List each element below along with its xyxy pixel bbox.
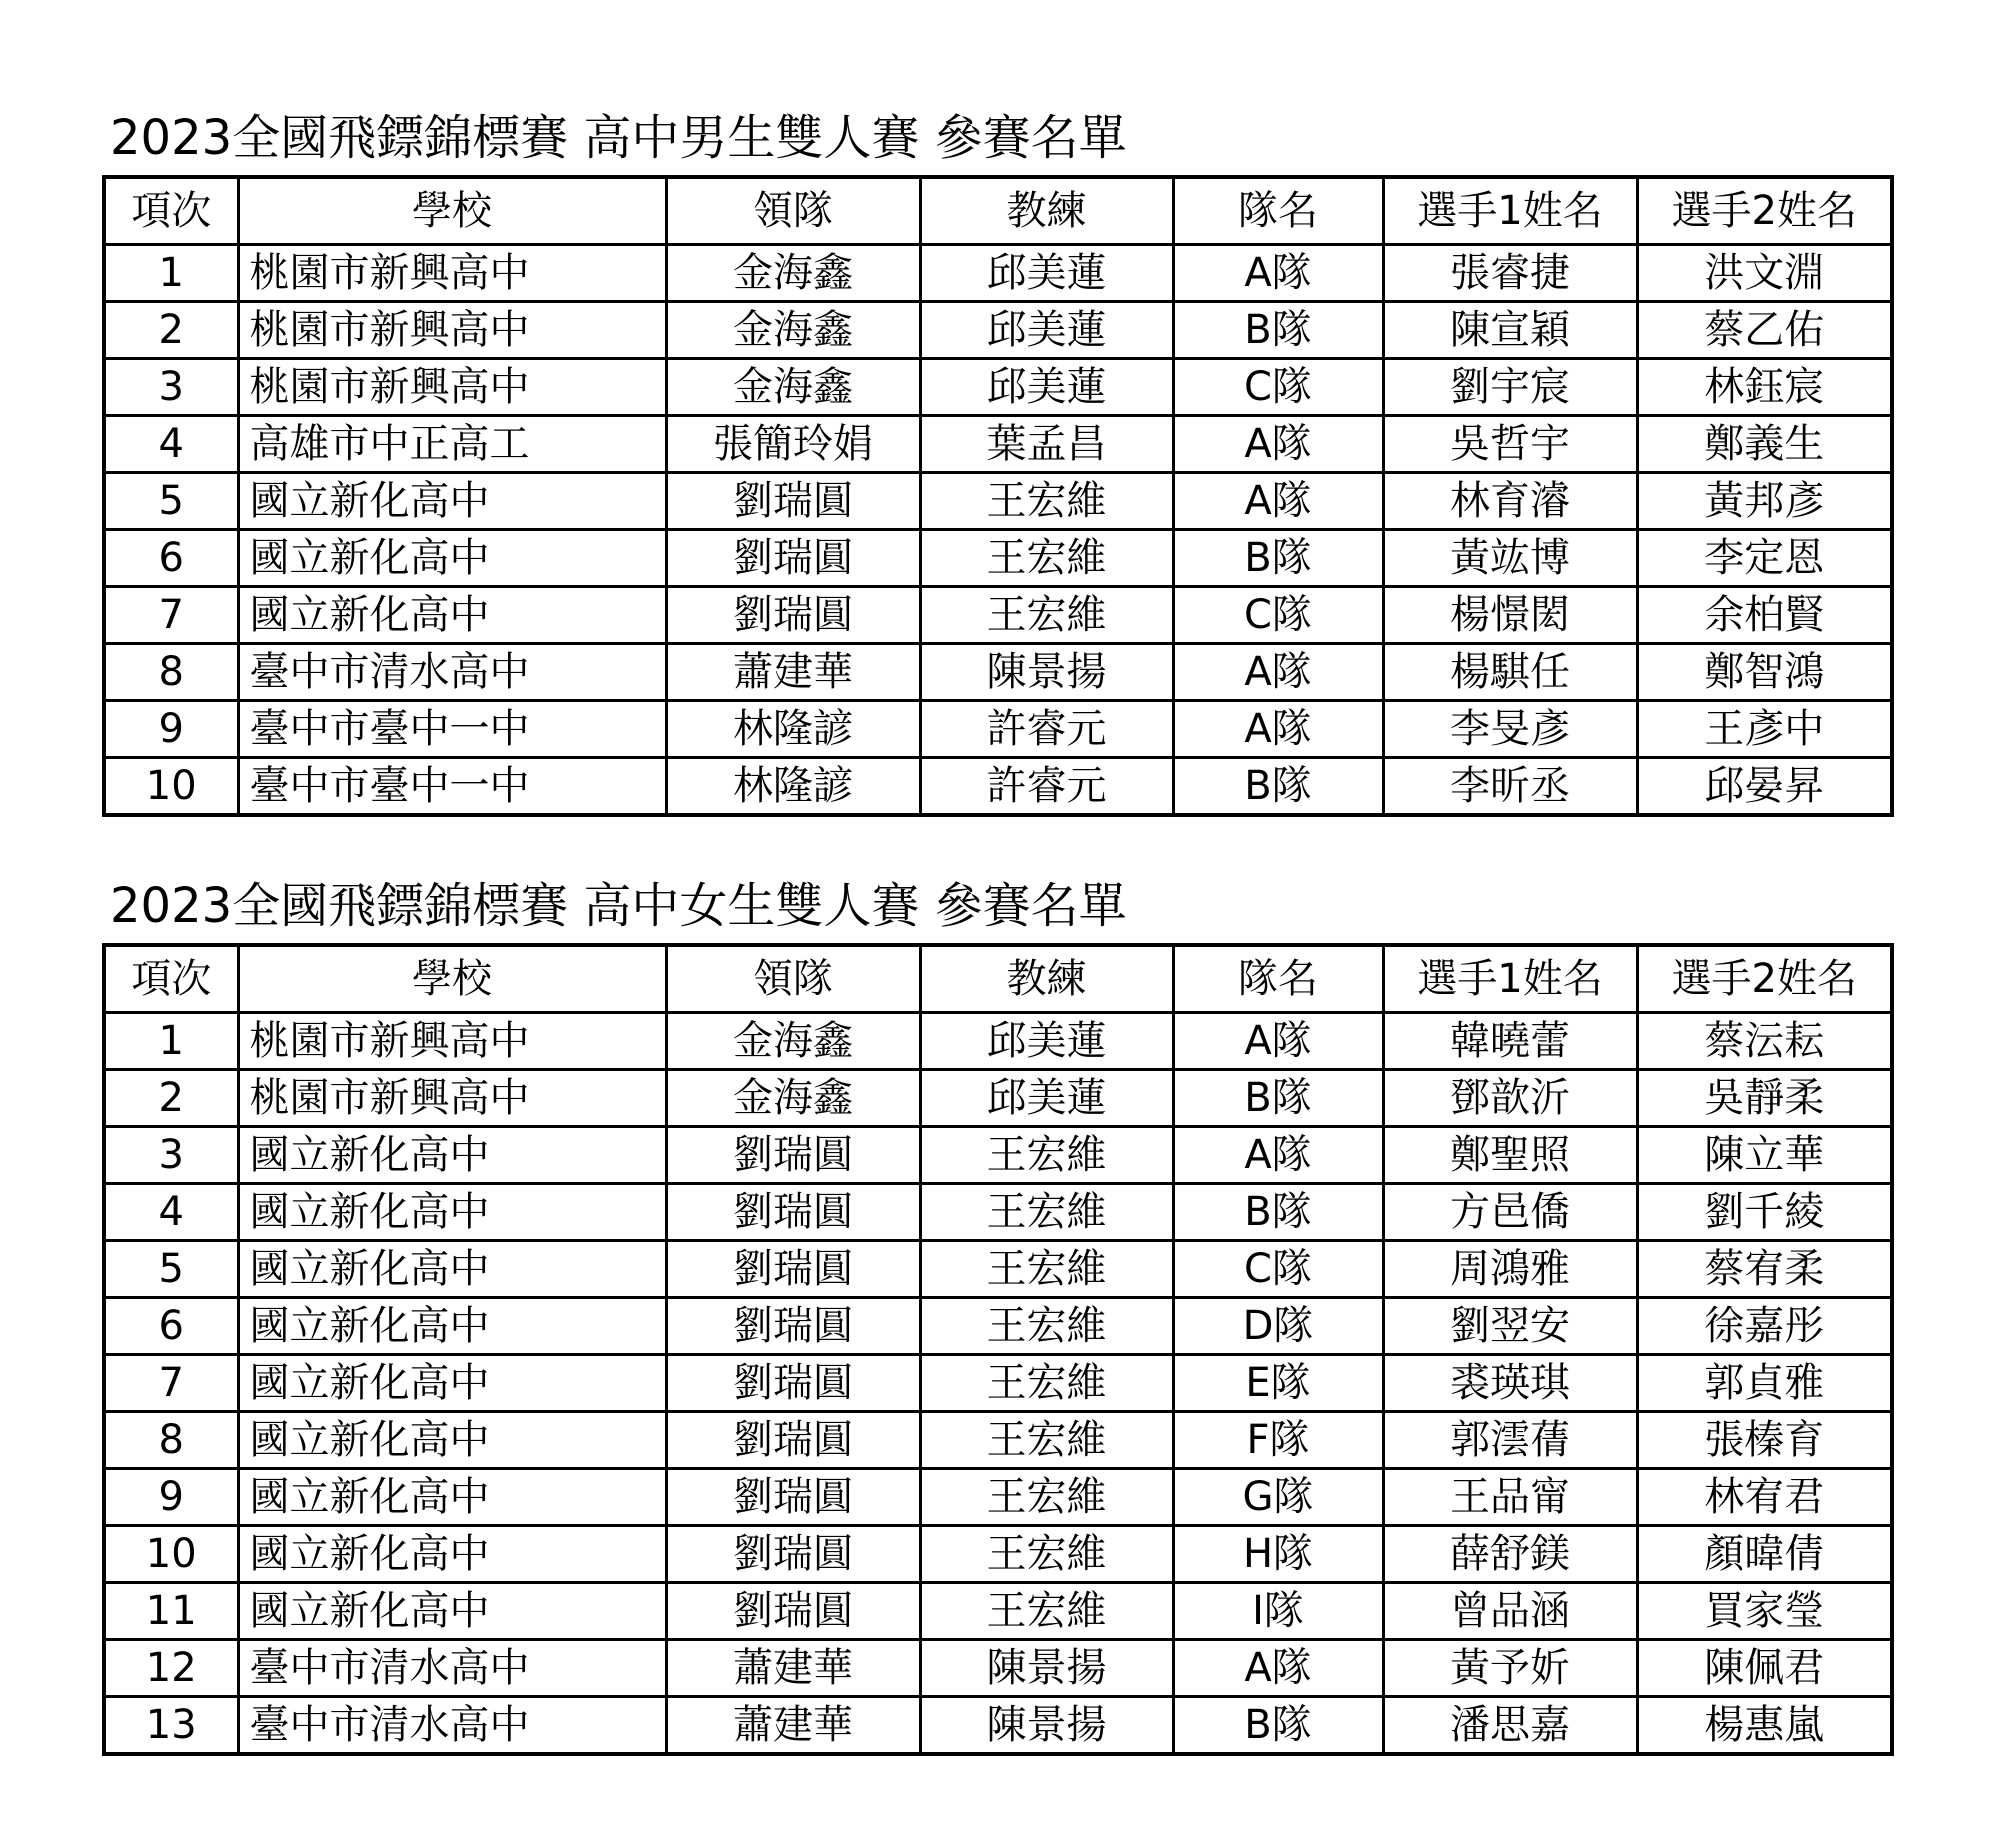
cell-index: 7 (104, 1355, 238, 1412)
cell-index: 1 (104, 1013, 238, 1070)
cell-player1: 劉宇宸 (1383, 359, 1637, 416)
cell-leader: 金海鑫 (666, 245, 920, 302)
cell-player2: 林宥君 (1637, 1469, 1892, 1526)
cell-team: A隊 (1173, 416, 1383, 473)
header-leader: 領隊 (666, 177, 920, 245)
cell-leader: 劉瑞圓 (666, 1526, 920, 1583)
table-row (104, 1184, 1892, 1241)
table-row (104, 1355, 1892, 1412)
cell-team: A隊 (1173, 1640, 1383, 1697)
girls-doubles-roster-table (102, 943, 1894, 1756)
cell-team: C隊 (1173, 1241, 1383, 1298)
cell-player1: 周鴻雅 (1383, 1241, 1637, 1298)
cell-player1: 李昕丞 (1383, 758, 1637, 816)
cell-team: A隊 (1173, 473, 1383, 530)
cell-school: 國立新化高中 (238, 1241, 666, 1298)
cell-team: F隊 (1173, 1412, 1383, 1469)
cell-player1: 潘思嘉 (1383, 1697, 1637, 1755)
cell-index: 8 (104, 644, 238, 701)
table-row (104, 644, 1892, 701)
table-row (104, 359, 1892, 416)
cell-index: 10 (104, 1526, 238, 1583)
cell-school: 高雄市中正高工 (238, 416, 666, 473)
cell-school: 國立新化高中 (238, 530, 666, 587)
cell-team: A隊 (1173, 1127, 1383, 1184)
girls-doubles-title: 2023全國飛鏢錦標賽 高中女生雙人賽 參賽名單 (110, 878, 1127, 934)
cell-player1: 韓曉蕾 (1383, 1013, 1637, 1070)
cell-team: B隊 (1173, 530, 1383, 587)
cell-index: 1 (104, 245, 238, 302)
cell-player2: 吳靜柔 (1637, 1070, 1892, 1127)
boys-doubles-title: 2023全國飛鏢錦標賽 高中男生雙人賽 參賽名單 (110, 110, 1127, 166)
cell-player2: 李定恩 (1637, 530, 1892, 587)
cell-player1: 鄭聖照 (1383, 1127, 1637, 1184)
header-coach: 教練 (920, 177, 1173, 245)
table-row (104, 587, 1892, 644)
cell-player1: 鄧歆沂 (1383, 1070, 1637, 1127)
cell-index: 4 (104, 416, 238, 473)
table-row (104, 1583, 1892, 1640)
cell-school: 桃園市新興高中 (238, 359, 666, 416)
cell-index: 3 (104, 1127, 238, 1184)
cell-player1: 郭澐蒨 (1383, 1412, 1637, 1469)
cell-team: I隊 (1173, 1583, 1383, 1640)
cell-player2: 蔡沄耘 (1637, 1013, 1892, 1070)
cell-coach: 陳景揚 (920, 644, 1173, 701)
cell-school: 國立新化高中 (238, 587, 666, 644)
cell-player1: 王品甯 (1383, 1469, 1637, 1526)
cell-player1: 曾品涵 (1383, 1583, 1637, 1640)
table-row (104, 1241, 1892, 1298)
cell-index: 11 (104, 1583, 238, 1640)
cell-school: 國立新化高中 (238, 1298, 666, 1355)
cell-player1: 方邑僑 (1383, 1184, 1637, 1241)
cell-team: C隊 (1173, 587, 1383, 644)
cell-coach: 許睿元 (920, 758, 1173, 816)
cell-player1: 林育濬 (1383, 473, 1637, 530)
cell-team: A隊 (1173, 644, 1383, 701)
cell-coach: 王宏維 (920, 1412, 1173, 1469)
cell-team: D隊 (1173, 1298, 1383, 1355)
cell-team: B隊 (1173, 1697, 1383, 1755)
cell-coach: 陳景揚 (920, 1697, 1173, 1755)
cell-leader: 劉瑞圓 (666, 1127, 920, 1184)
cell-player1: 李旻彥 (1383, 701, 1637, 758)
header-team: 隊名 (1173, 177, 1383, 245)
cell-leader: 劉瑞圓 (666, 1583, 920, 1640)
cell-player2: 徐嘉彤 (1637, 1298, 1892, 1355)
table-row (104, 245, 1892, 302)
table-row (104, 1526, 1892, 1583)
cell-player1: 陳宣穎 (1383, 302, 1637, 359)
cell-school: 臺中市臺中一中 (238, 758, 666, 816)
table-row (104, 1127, 1892, 1184)
table-row (104, 701, 1892, 758)
cell-leader: 林隆諺 (666, 758, 920, 816)
cell-coach: 葉孟昌 (920, 416, 1173, 473)
header-index: 項次 (104, 945, 238, 1013)
cell-coach: 王宏維 (920, 473, 1173, 530)
cell-leader: 劉瑞圓 (666, 473, 920, 530)
cell-coach: 邱美蓮 (920, 302, 1173, 359)
cell-player1: 張睿捷 (1383, 245, 1637, 302)
cell-coach: 邱美蓮 (920, 1013, 1173, 1070)
cell-coach: 王宏維 (920, 1241, 1173, 1298)
cell-index: 5 (104, 473, 238, 530)
cell-coach: 許睿元 (920, 701, 1173, 758)
cell-team: A隊 (1173, 701, 1383, 758)
table-row (104, 1070, 1892, 1127)
cell-school: 國立新化高中 (238, 473, 666, 530)
cell-player1: 薛舒鎂 (1383, 1526, 1637, 1583)
table-row (104, 1298, 1892, 1355)
cell-index: 9 (104, 701, 238, 758)
cell-leader: 劉瑞圓 (666, 587, 920, 644)
cell-player2: 余柏賢 (1637, 587, 1892, 644)
header-player2: 選手2姓名 (1637, 945, 1892, 1013)
cell-index: 2 (104, 302, 238, 359)
cell-leader: 劉瑞圓 (666, 1355, 920, 1412)
cell-team: B隊 (1173, 302, 1383, 359)
cell-school: 國立新化高中 (238, 1526, 666, 1583)
cell-school: 臺中市清水高中 (238, 1640, 666, 1697)
cell-coach: 王宏維 (920, 1127, 1173, 1184)
cell-school: 國立新化高中 (238, 1583, 666, 1640)
cell-leader: 金海鑫 (666, 1013, 920, 1070)
cell-leader: 金海鑫 (666, 302, 920, 359)
cell-coach: 陳景揚 (920, 1640, 1173, 1697)
cell-leader: 劉瑞圓 (666, 530, 920, 587)
cell-coach: 王宏維 (920, 587, 1173, 644)
cell-player1: 黃竑博 (1383, 530, 1637, 587)
cell-coach: 邱美蓮 (920, 359, 1173, 416)
cell-team: B隊 (1173, 1184, 1383, 1241)
cell-index: 8 (104, 1412, 238, 1469)
cell-player2: 張榛育 (1637, 1412, 1892, 1469)
table-row (104, 1640, 1892, 1697)
header-coach: 教練 (920, 945, 1173, 1013)
cell-player1: 吳哲宇 (1383, 416, 1637, 473)
cell-coach: 邱美蓮 (920, 1070, 1173, 1127)
cell-leader: 蕭建華 (666, 1640, 920, 1697)
cell-player1: 楊騏任 (1383, 644, 1637, 701)
cell-team: H隊 (1173, 1526, 1383, 1583)
cell-player1: 裘瑛琪 (1383, 1355, 1637, 1412)
cell-index: 10 (104, 758, 238, 816)
cell-player2: 鄭智鴻 (1637, 644, 1892, 701)
cell-team: A隊 (1173, 245, 1383, 302)
cell-school: 桃園市新興高中 (238, 302, 666, 359)
cell-team: C隊 (1173, 359, 1383, 416)
cell-index: 6 (104, 530, 238, 587)
cell-team: A隊 (1173, 1013, 1383, 1070)
cell-player2: 黃邦彥 (1637, 473, 1892, 530)
cell-player1: 黃予妡 (1383, 1640, 1637, 1697)
cell-player2: 顏暐倩 (1637, 1526, 1892, 1583)
cell-school: 國立新化高中 (238, 1412, 666, 1469)
cell-coach: 王宏維 (920, 1184, 1173, 1241)
cell-index: 3 (104, 359, 238, 416)
table-row (104, 302, 1892, 359)
cell-player2: 王彥中 (1637, 701, 1892, 758)
cell-player2: 陳佩君 (1637, 1640, 1892, 1697)
cell-school: 桃園市新興高中 (238, 1070, 666, 1127)
cell-team: B隊 (1173, 758, 1383, 816)
header-index: 項次 (104, 177, 238, 245)
cell-team: G隊 (1173, 1469, 1383, 1526)
header-school: 學校 (238, 177, 666, 245)
cell-leader: 林隆諺 (666, 701, 920, 758)
cell-player2: 洪文淵 (1637, 245, 1892, 302)
cell-leader: 劉瑞圓 (666, 1469, 920, 1526)
header-leader: 領隊 (666, 945, 920, 1013)
cell-school: 桃園市新興高中 (238, 245, 666, 302)
cell-coach: 王宏維 (920, 1355, 1173, 1412)
cell-index: 4 (104, 1184, 238, 1241)
cell-leader: 劉瑞圓 (666, 1184, 920, 1241)
cell-school: 國立新化高中 (238, 1355, 666, 1412)
cell-coach: 王宏維 (920, 1526, 1173, 1583)
table-row (104, 1412, 1892, 1469)
cell-school: 國立新化高中 (238, 1127, 666, 1184)
cell-coach: 邱美蓮 (920, 245, 1173, 302)
cell-leader: 蕭建華 (666, 1697, 920, 1755)
table-row (104, 416, 1892, 473)
cell-player2: 邱晏昇 (1637, 758, 1892, 816)
header-player2: 選手2姓名 (1637, 177, 1892, 245)
cell-player2: 鄭義生 (1637, 416, 1892, 473)
cell-school: 臺中市臺中一中 (238, 701, 666, 758)
cell-player1: 劉翌安 (1383, 1298, 1637, 1355)
header-school: 學校 (238, 945, 666, 1013)
cell-coach: 王宏維 (920, 1469, 1173, 1526)
cell-index: 6 (104, 1298, 238, 1355)
table-header-row (104, 177, 1892, 245)
cell-leader: 張簡玲娟 (666, 416, 920, 473)
cell-index: 13 (104, 1697, 238, 1755)
table-row (104, 473, 1892, 530)
cell-coach: 王宏維 (920, 1298, 1173, 1355)
cell-leader: 劉瑞圓 (666, 1298, 920, 1355)
cell-player2: 蔡宥柔 (1637, 1241, 1892, 1298)
cell-index: 12 (104, 1640, 238, 1697)
cell-index: 2 (104, 1070, 238, 1127)
cell-school: 國立新化高中 (238, 1469, 666, 1526)
cell-player2: 楊惠嵐 (1637, 1697, 1892, 1755)
cell-leader: 劉瑞圓 (666, 1412, 920, 1469)
table-row (104, 1013, 1892, 1070)
cell-coach: 王宏維 (920, 530, 1173, 587)
table-row (104, 1469, 1892, 1526)
cell-team: B隊 (1173, 1070, 1383, 1127)
cell-player2: 陳立華 (1637, 1127, 1892, 1184)
cell-leader: 金海鑫 (666, 359, 920, 416)
cell-player2: 劉千綾 (1637, 1184, 1892, 1241)
cell-player1: 楊憬閎 (1383, 587, 1637, 644)
cell-index: 7 (104, 587, 238, 644)
table-row (104, 758, 1892, 816)
cell-player2: 林鈺宸 (1637, 359, 1892, 416)
table-header-row (104, 945, 1892, 1013)
cell-index: 5 (104, 1241, 238, 1298)
header-player1: 選手1姓名 (1383, 945, 1637, 1013)
boys-doubles-roster-table (102, 175, 1894, 817)
cell-coach: 王宏維 (920, 1583, 1173, 1640)
table-row (104, 530, 1892, 587)
cell-leader: 劉瑞圓 (666, 1241, 920, 1298)
header-team: 隊名 (1173, 945, 1383, 1013)
cell-team: E隊 (1173, 1355, 1383, 1412)
header-player1: 選手1姓名 (1383, 177, 1637, 245)
cell-index: 9 (104, 1469, 238, 1526)
cell-player2: 蔡乙佑 (1637, 302, 1892, 359)
cell-school: 桃園市新興高中 (238, 1013, 666, 1070)
cell-leader: 金海鑫 (666, 1070, 920, 1127)
cell-leader: 蕭建華 (666, 644, 920, 701)
cell-player2: 郭貞雅 (1637, 1355, 1892, 1412)
cell-school: 臺中市清水高中 (238, 644, 666, 701)
cell-player2: 買家瑩 (1637, 1583, 1892, 1640)
cell-school: 國立新化高中 (238, 1184, 666, 1241)
table-row (104, 1697, 1892, 1755)
cell-school: 臺中市清水高中 (238, 1697, 666, 1755)
